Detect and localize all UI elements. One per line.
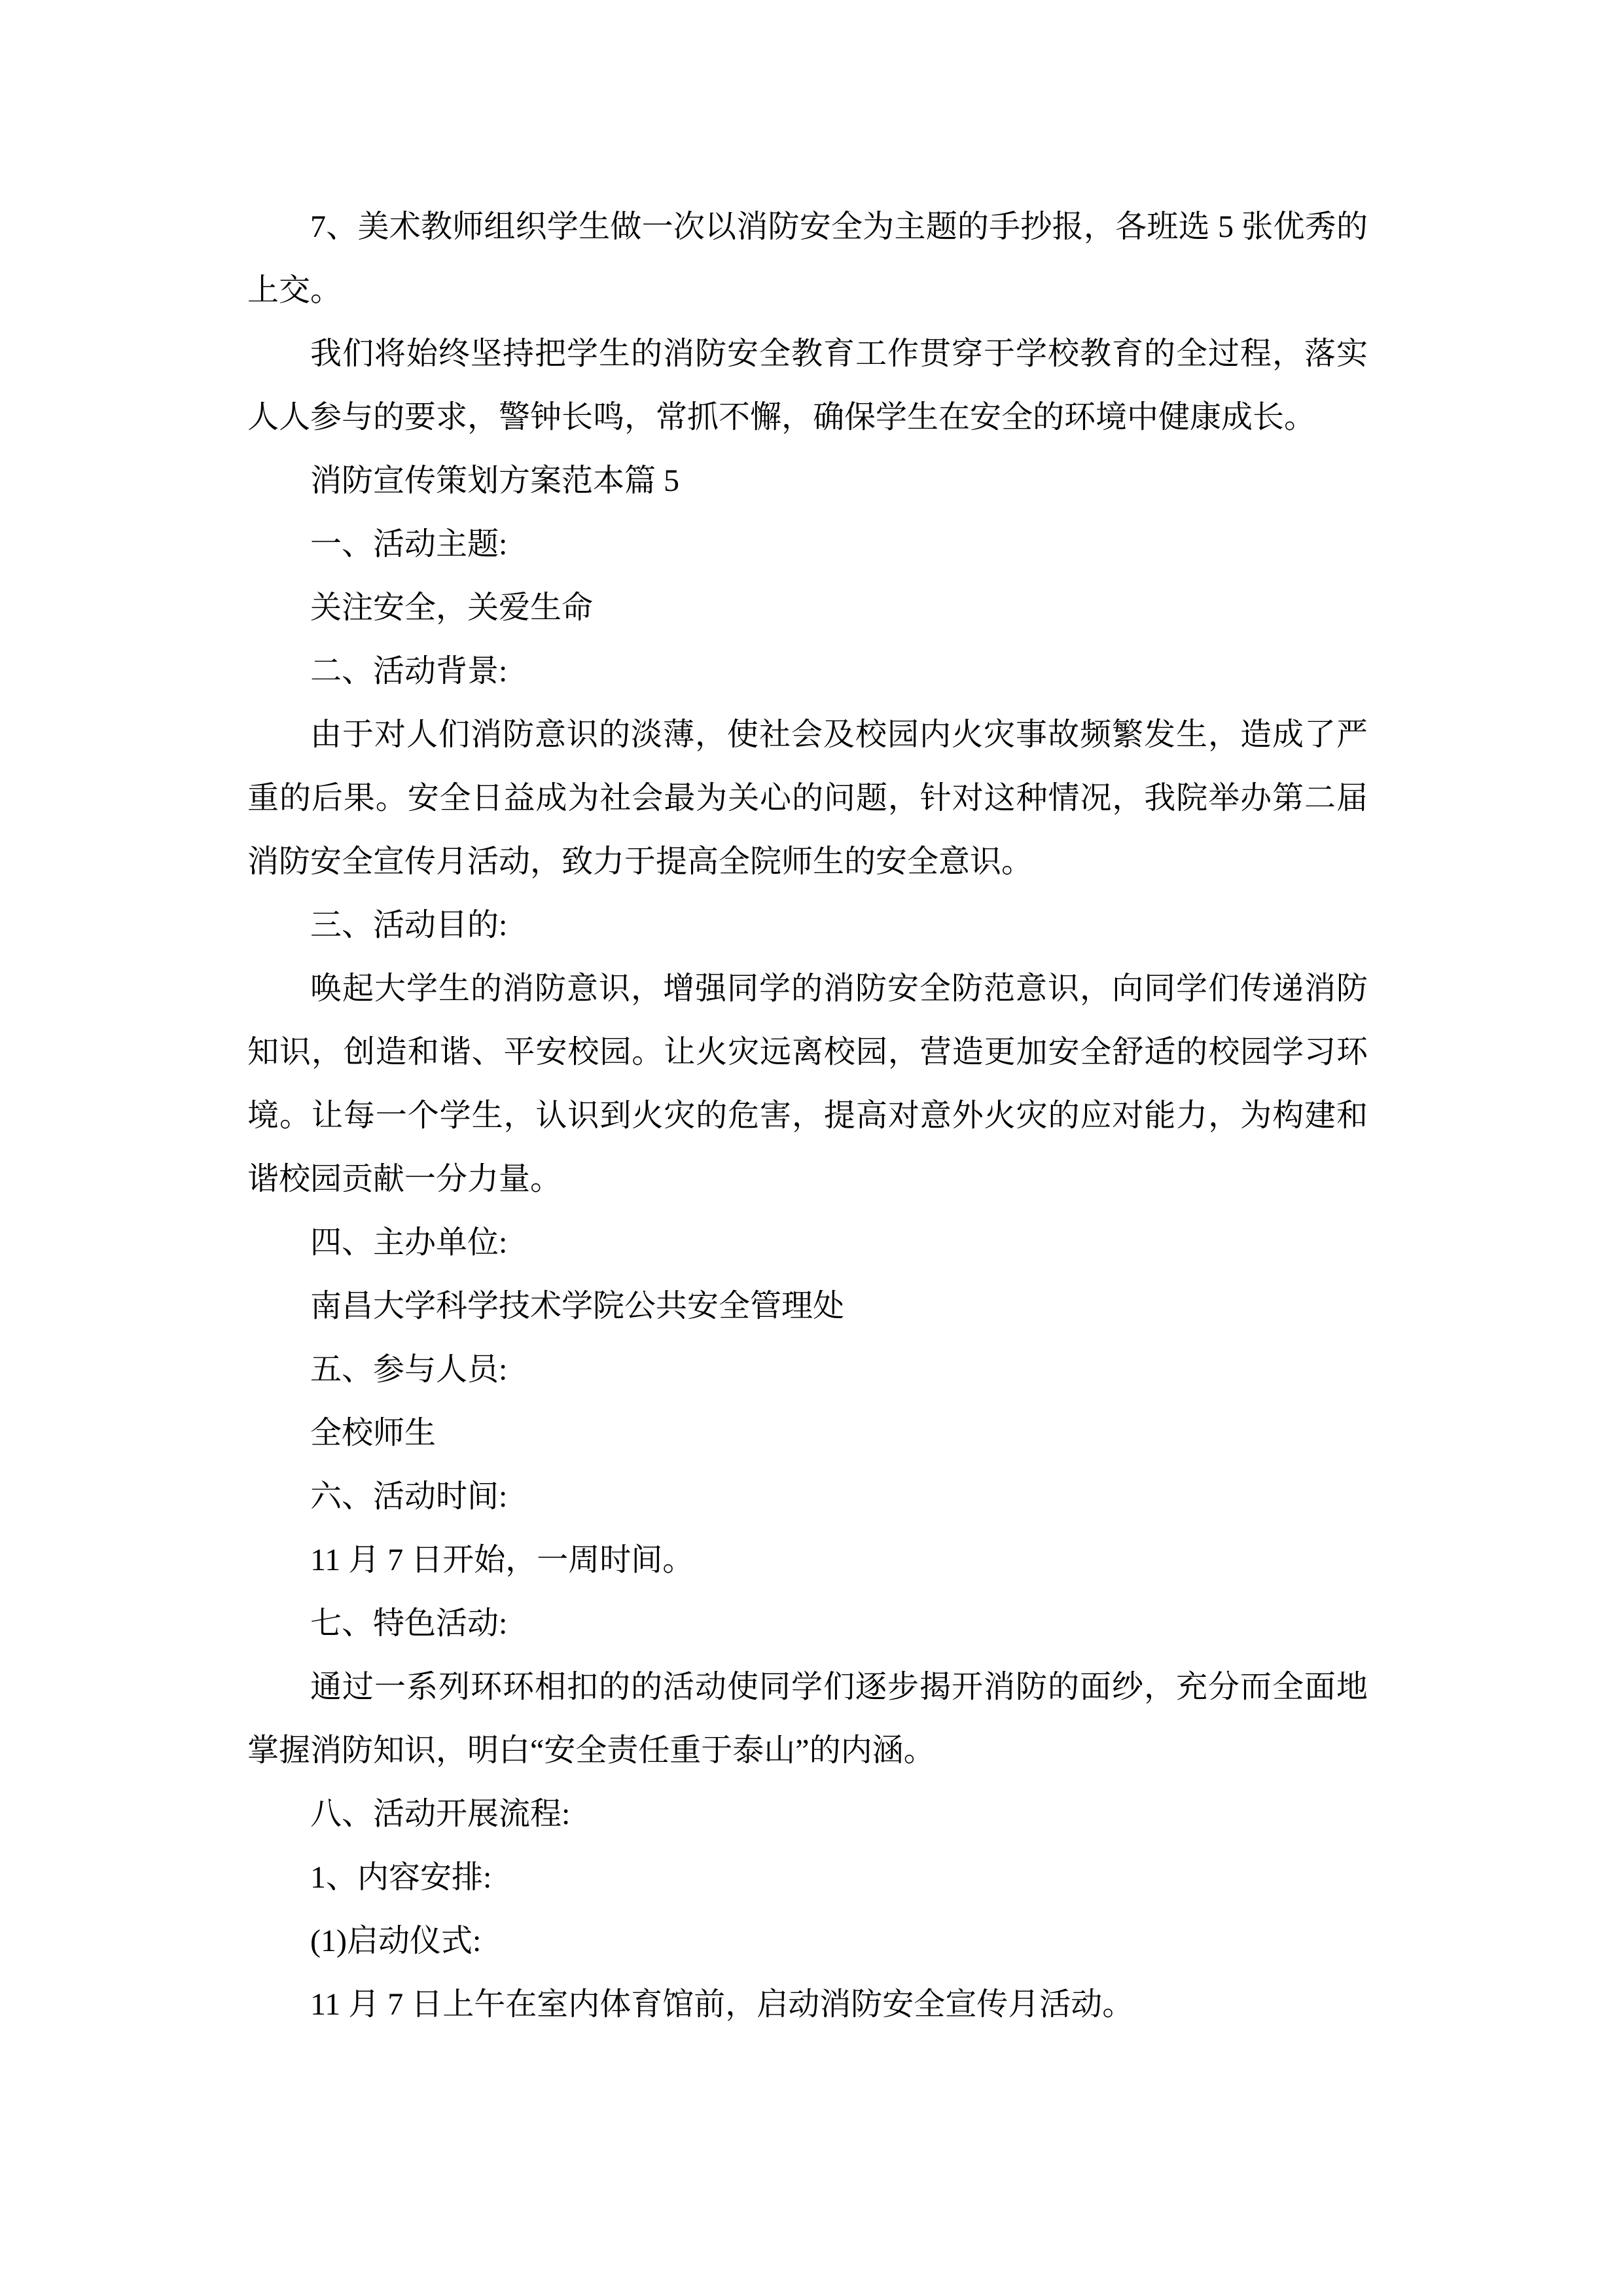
paragraph: 11 月 7 日开始，一周时间。 [310, 1543, 694, 1577]
section-heading: 五、参与人员: [310, 1352, 508, 1387]
section-heading: 三、活动目的: [310, 908, 508, 942]
document-body [247, 195, 1368, 2036]
paragraph: 11 月 7 日上午在室内体育馆前，启动消防安全宣传月活动。 [310, 1987, 1134, 2022]
paragraph: 通过一系列环环相扣的的活动使同学们逐步揭开消防的面纱，充分而全面地掌握消防知识，明白“安全责任重于泰山”的内涵。 [247, 1670, 1368, 1768]
paragraph: 关注安全，关爱生命 [310, 590, 594, 625]
paragraph: 由于对人们消防意识的淡薄，使社会及校园内火灾事故频繁发生，造成了严重的后果。安全日益成为社会最为关心的问题，针对这种情况，我院举办第二届消防安全宣传月活动，致力于提高全院师生的安全意识。 [247, 717, 1368, 879]
paragraph: 唤起大学生的消防意识，增强同学的消防安全防范意识，向同学们传递消防知识，创造和谐、平安校园。让火灾远离校园，营造更加安全舒适的校园学习环境。让每一个学生，认识到火灾的危害，提高对意外火灾的应对能力，为构建和谐校园贡献一分力量。 [247, 971, 1368, 1196]
paragraph: 全校师生 [310, 1416, 437, 1450]
list-item-heading: (1)启动仪式: [310, 1924, 482, 1958]
paragraph: 消防宣传策划方案范本篇 5 [310, 463, 680, 498]
section-heading: 八、活动开展流程: [310, 1797, 571, 1831]
list-item-heading: 1、内容安排: [310, 1860, 492, 1895]
section-heading: 六、活动时间: [310, 1479, 508, 1514]
paragraph: 我们将始终坚持把学生的消防安全教育工作贯穿于学校教育的全过程，落实人人参与的要求，警钟长鸣，常抓不懈，确保学生在安全的环境中健康成长。 [247, 336, 1368, 435]
paragraph: 7、美术教师组织学生做一次以消防安全为主题的手抄报，各班选 5 张优秀的上交。 [247, 209, 1368, 308]
paragraph: 南昌大学科学技术学院公共安全管理处 [310, 1289, 845, 1323]
section-heading: 七、特色活动: [310, 1606, 508, 1641]
section-heading: 四、主办单位: [310, 1225, 508, 1260]
section-heading: 一、活动主题: [310, 527, 508, 562]
section-heading: 二、活动背景: [310, 654, 508, 689]
